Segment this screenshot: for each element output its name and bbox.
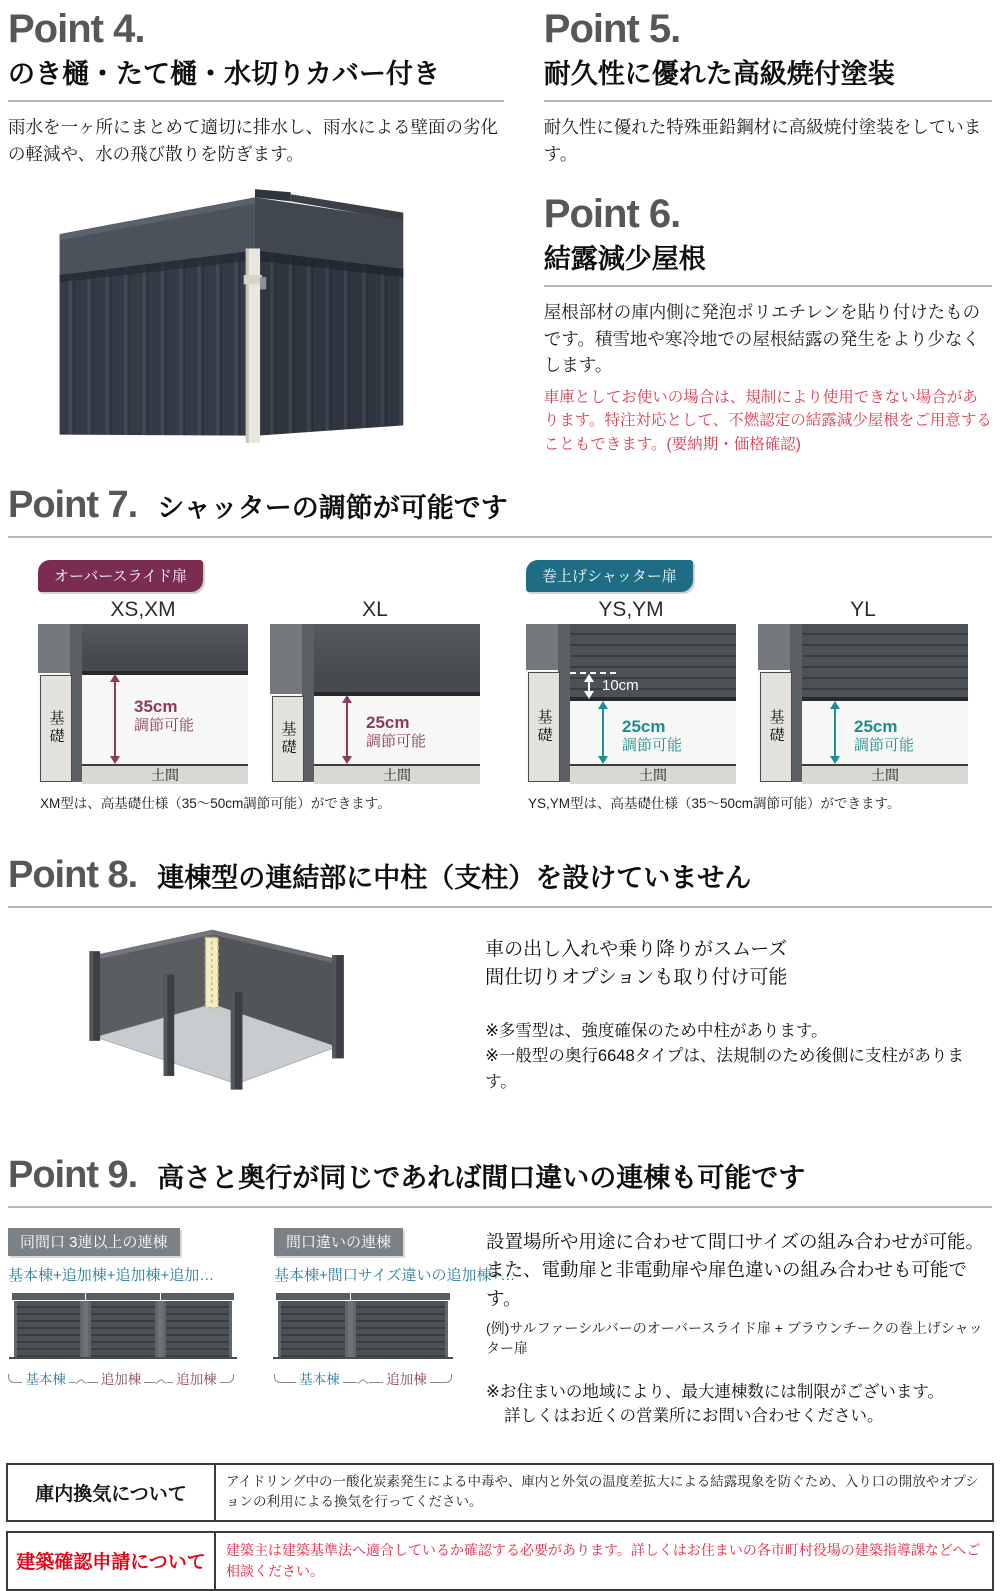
foundation-block xyxy=(40,675,72,782)
point-8-text xyxy=(485,918,992,1118)
floor-strip xyxy=(314,764,480,784)
gutter-photo-illustration xyxy=(54,183,504,456)
diagram-name: YS,YM xyxy=(598,597,664,621)
shutter-diagram xyxy=(758,624,968,782)
point-8-line1: 車の出し入れや乗り降りがスムーズ xyxy=(485,938,788,960)
same-width-badge: 同間口 3連以上の連棟 xyxy=(8,1228,180,1256)
point-5-title: 耐久性に優れた高級焼付塗装 xyxy=(543,59,895,89)
top-section xyxy=(0,0,1000,456)
gap-arrow xyxy=(584,674,594,699)
three-bay-elevation xyxy=(14,1293,232,1357)
measurement xyxy=(622,716,682,756)
point-7-title: シャッターの調節が可能です xyxy=(157,492,508,523)
point-9-notes xyxy=(486,1380,992,1430)
shutter-panel xyxy=(570,624,736,701)
measurement xyxy=(366,712,426,752)
point-8-note1: ※多雪型は、強度確保のため中柱があります。 xyxy=(485,1021,828,1040)
overslide-diagrams xyxy=(38,598,510,782)
point-9-heading xyxy=(8,1153,992,1196)
rollup-badge: 巻上げシャッター扉 xyxy=(526,560,693,592)
point-8-line2: 間仕切りオプションも取り付け可能 xyxy=(485,967,788,989)
overslide-group xyxy=(38,560,510,812)
measure-caption: 調節可能 xyxy=(134,717,195,735)
info-tables xyxy=(6,1463,994,1591)
rollup-note: YS,YM型は、高基礎仕様（35～50cm調節可能）ができます。 xyxy=(528,795,901,811)
ventilation-table xyxy=(6,1463,994,1522)
right-wall xyxy=(258,250,403,435)
floor-strip xyxy=(802,764,968,784)
measure-value: 25cm xyxy=(622,716,666,736)
diagram-name: XS,XM xyxy=(110,597,176,621)
building-permit-body: 建築主は建築基準法へ適合しているか確認する必要があります。詳しくはお住まいの各市町村役場の建築指導課などへご相談ください。 xyxy=(226,1541,981,1579)
same-width-formula: 基本棟+追加棟+追加棟+追加… xyxy=(8,1266,215,1284)
measure-caption: 調節可能 xyxy=(366,733,427,751)
diagram-xl xyxy=(270,598,480,782)
section-divider xyxy=(8,100,504,102)
bracket-caret xyxy=(75,1375,87,1383)
ventilation-body: アイドリング中の一酸化炭素発生による中毒や、庫内と外気の温度差拡大による結露現象を防ぐため、入り口の開放やオプションの利用による換気を行ってください。 xyxy=(226,1474,979,1510)
bay-label: 追加棟 xyxy=(176,1371,217,1387)
adjust-arrow xyxy=(110,674,120,764)
bay-label: 追加棟 xyxy=(100,1371,142,1387)
point-8-content xyxy=(8,918,992,1118)
foundation-label: 基礎 xyxy=(767,708,785,745)
shutter-diagram xyxy=(38,624,248,782)
shutter-panel xyxy=(82,624,248,675)
gap-value: 10cm xyxy=(602,676,639,694)
garage-bay xyxy=(278,1293,348,1357)
point-6-section xyxy=(544,193,992,456)
floor-label: 土間 xyxy=(871,766,899,783)
overslide-badge: オーバースライド扉 xyxy=(38,560,203,592)
diagram-yl xyxy=(758,598,968,782)
bay-label: 基本棟 xyxy=(299,1371,340,1387)
downpipe-joint xyxy=(244,275,262,284)
point-4-section xyxy=(8,8,504,167)
bracket-segment xyxy=(369,1368,452,1387)
point-8-heading xyxy=(8,853,992,896)
shutter-diagrams xyxy=(8,560,992,812)
floor-label: 土間 xyxy=(151,766,179,783)
point-7-heading xyxy=(8,483,992,526)
bracket-caret xyxy=(155,1375,167,1383)
measure-value: 25cm xyxy=(854,716,898,736)
shutter-diagram xyxy=(526,624,736,782)
foundation-label: 基礎 xyxy=(279,720,297,757)
point-9-example: (例)サルファーシルバーのオーバースライド扉 + ブラウンチークの巻上げシャッター扉 xyxy=(486,1319,983,1356)
floor-label: 土間 xyxy=(639,766,667,783)
floor-strip xyxy=(82,764,248,784)
point-9-note2: 詳しくはお近くの営業所にお問い合わせください。 xyxy=(504,1407,884,1426)
foundation-block xyxy=(528,672,560,782)
point-9-content xyxy=(8,1228,992,1430)
foundation-block xyxy=(760,672,792,782)
bracket-caret xyxy=(357,1375,369,1383)
shutter-diagram xyxy=(270,624,480,782)
building-permit-table xyxy=(6,1531,994,1591)
bay-bracket-labels xyxy=(274,1365,452,1387)
bracket-segment xyxy=(8,1368,75,1387)
point-6-title: 結露減少屋根 xyxy=(543,243,706,274)
measure-value: 25cm xyxy=(366,712,410,732)
measure-caption: 調節可能 xyxy=(622,737,683,755)
garage-bay xyxy=(88,1293,157,1357)
point-8-label: Point 8. xyxy=(8,853,138,896)
point-6-label: Point 6. xyxy=(543,191,681,236)
point-4-column xyxy=(8,8,504,456)
garage-corner-photo xyxy=(54,183,414,451)
measurement xyxy=(134,696,194,736)
section-divider xyxy=(544,285,992,287)
no-center-pillar-illustration xyxy=(56,918,473,1118)
point-8-title: 連棟型の連結部に中柱（支柱）を設けていません xyxy=(157,862,752,893)
bracket-segment xyxy=(167,1368,234,1387)
shutter-panel xyxy=(314,624,480,696)
diff-width-diagram xyxy=(274,1228,516,1430)
point-7-section xyxy=(0,483,1000,812)
adjust-arrow xyxy=(342,695,352,764)
garage-isometric xyxy=(56,918,466,1113)
point-6-body: 屋根部材の庫内側に発泡ポリエチレンを貼り付けたものです。積雪地や寒冷地での屋根結露の発生をより少なくします。 xyxy=(543,302,981,375)
foundation-label: 基礎 xyxy=(47,710,65,747)
point-5-label: Point 5. xyxy=(543,7,681,51)
shutter-panel xyxy=(802,624,968,701)
point-8-notes xyxy=(485,1019,992,1096)
garage-bay xyxy=(353,1293,448,1357)
bracket-segment xyxy=(87,1368,154,1387)
diagram-name: YL xyxy=(850,597,876,621)
diff-width-badge: 間口違いの連棟 xyxy=(274,1228,403,1256)
point-5-6-column xyxy=(544,8,992,456)
floor-strip xyxy=(570,764,736,784)
point-9-note1: ※お住まいの地域により、最大連棟数には制限がございます。 xyxy=(486,1382,945,1401)
point-8-section xyxy=(0,853,1000,1118)
point-7-label: Point 7. xyxy=(8,483,138,526)
point-9-line2: また、電動扉と非電動扉や扉色違いの組み合わせも可能です。 xyxy=(486,1259,968,1309)
point-8-note2: ※一般型の奥行6648タイプは、法規制のため後側に支柱があります。 xyxy=(485,1047,964,1091)
section-divider xyxy=(8,906,992,908)
floor-label: 土間 xyxy=(383,766,411,783)
point-9-line1: 設置場所や用途に合わせて間口サイズの組み合わせが可能。 xyxy=(486,1230,985,1252)
foundation-label: 基礎 xyxy=(535,708,553,745)
bay-bracket-labels xyxy=(8,1365,234,1387)
adjust-arrow xyxy=(830,701,840,764)
garage-bay xyxy=(14,1293,83,1357)
building-permit-label: 建築確認申請について xyxy=(8,1533,216,1589)
overslide-note: XM型は、高基礎仕様（35～50cm調節可能）ができます。 xyxy=(40,795,391,811)
point-9-title: 高さと奥行が同じであれば間口違いの連棟も可能です xyxy=(157,1162,806,1193)
point-9-section xyxy=(0,1153,1000,1429)
diagram-name: XL xyxy=(362,597,388,621)
bracket-segment xyxy=(274,1368,357,1387)
diagram-xs-xm xyxy=(38,598,248,782)
diff-width-formula: 基本棟+間口サイズ違いの追加棟+… xyxy=(274,1266,516,1284)
adjust-arrow xyxy=(598,701,608,764)
garage-bay xyxy=(163,1293,232,1357)
foundation-block xyxy=(272,696,304,782)
section-divider xyxy=(544,100,992,102)
point-5-section xyxy=(544,8,992,167)
point-4-label: Point 4. xyxy=(8,7,145,51)
ventilation-label: 庫内換気について xyxy=(8,1465,216,1520)
bay-label: 基本棟 xyxy=(25,1371,66,1387)
measurement xyxy=(854,716,914,756)
point-9-label: Point 9. xyxy=(8,1153,138,1196)
rollup-diagrams xyxy=(526,598,978,782)
diagram-ys-ym xyxy=(526,598,736,782)
measure-value: 35cm xyxy=(134,696,178,716)
rento-diagrams xyxy=(8,1228,516,1430)
measure-caption: 調節可能 xyxy=(854,737,915,755)
point-9-text xyxy=(486,1228,992,1430)
point-4-title: のき樋・たて樋・水切りカバー付き xyxy=(8,59,440,89)
point-5-body: 耐久性に優れた特殊亜鉛鋼材に高級焼付塗装をしています。 xyxy=(543,117,982,164)
section-divider xyxy=(8,536,992,538)
point-4-body: 雨水を一ヶ所にまとめて適切に排水し、雨水による壁面の劣化の軽減や、水の飛び散りを防ぎます。 xyxy=(8,117,498,164)
two-bay-elevation xyxy=(278,1293,448,1357)
rollup-group xyxy=(526,560,978,812)
bay-label: 追加棟 xyxy=(386,1371,427,1387)
point-6-warning: 車庫としてお使いの場合は、規制により使用できない場合があります。特注対応として、不燃認定の結露減少屋根をご用意することもできます。(要納期・価格確認) xyxy=(543,389,992,453)
section-divider xyxy=(8,1206,992,1208)
same-width-diagram xyxy=(8,1228,258,1430)
